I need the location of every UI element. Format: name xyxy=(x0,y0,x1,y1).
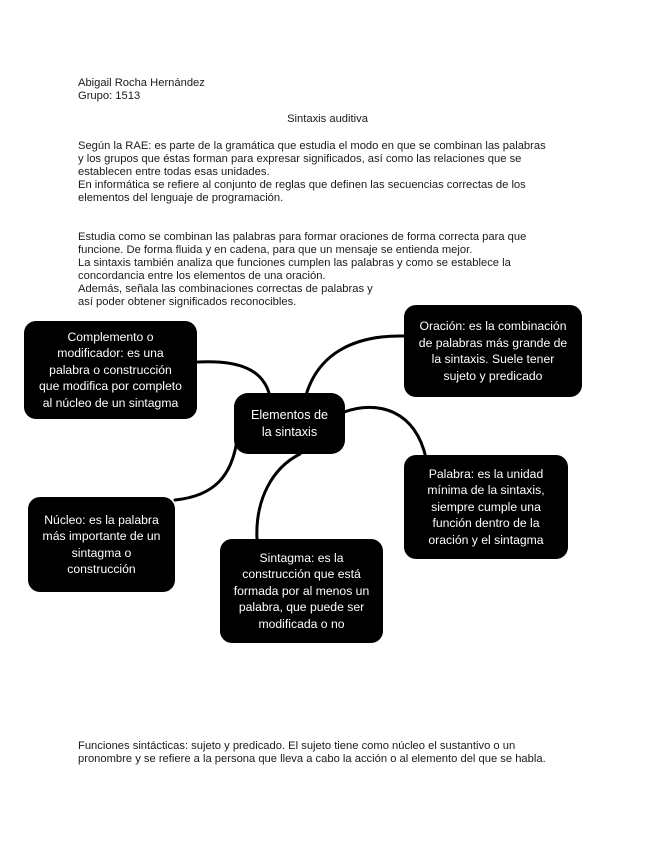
node-line: la sintaxis xyxy=(261,424,318,439)
node-line: Oración: es la combinación xyxy=(419,319,567,333)
paragraph-line: Además, señala las combinaciones correctas de palabras y xyxy=(78,283,373,295)
node-line: función dentro de la xyxy=(432,516,540,531)
paragraph-line: y los grupos que éstas forman para expresar significados, así como las relaciones que se xyxy=(78,153,522,165)
node-line: modificador: es una xyxy=(57,346,164,361)
node-line: palabra, que puede ser xyxy=(238,600,365,615)
connector-nucleo xyxy=(175,440,237,500)
connector-sintagma xyxy=(257,454,300,540)
node-line: que modifica por completo xyxy=(39,379,182,394)
paragraph-line: pronombre y se refiere a la persona que lleva a cabo la acción o al elemento del que se habla. xyxy=(78,753,546,765)
node-line: siempre cumple una xyxy=(431,499,541,514)
node-line: sintagma o xyxy=(71,545,132,560)
node-line: Palabra: es la unidad xyxy=(428,466,544,481)
paragraph-line: establecen entre todas esas unidades. xyxy=(78,166,270,178)
connector-palabra xyxy=(344,407,426,458)
node-sintagma xyxy=(220,539,383,643)
paragraph-line: concordancia entre los elementos de una oración. xyxy=(78,270,326,282)
node-line: Sintagma: es la xyxy=(259,550,344,565)
node-line: de palabras más grande de xyxy=(418,335,568,350)
paragraph-line: En informática se refiere al conjunto de reglas que definen las secuencias correctas de los xyxy=(78,179,526,191)
node-line: más importante de un xyxy=(42,529,161,543)
connector-oracion xyxy=(306,336,404,395)
paragraph-line: La sintaxis también analiza que funciones cumplen las palabras y como se establece la xyxy=(78,257,511,269)
paragraph-line: funcione. De forma fluida y en cadena, para que un mensaje se entienda mejor. xyxy=(78,244,473,256)
node-line: mínima de la sintaxis, xyxy=(427,483,545,498)
group-label: Grupo: 1513 xyxy=(78,90,141,102)
node-palabra xyxy=(404,455,568,559)
page-title: Sintaxis auditiva xyxy=(287,113,368,125)
node-oracion xyxy=(404,305,582,397)
node-line: palabra o construcción xyxy=(49,362,172,377)
author-name: Abigail Rocha Hernández xyxy=(78,77,205,89)
node-complemento xyxy=(24,321,197,419)
node-nucleo xyxy=(28,497,175,592)
node-line: formada por al menos un xyxy=(233,583,370,598)
paragraph-line: Según la RAE: es parte de la gramática que estudia el modo en que se combinan las palabras xyxy=(78,140,546,152)
node-line: al núcleo de un sintagma xyxy=(42,395,179,410)
paragraph-line: Funciones sintácticas: sujeto y predicado. El sujeto tiene como núcleo el sustantivo o un xyxy=(78,740,516,752)
paragraph-line: así poder obtener significados reconocibles. xyxy=(78,296,297,308)
node-line: modificada o no xyxy=(258,616,345,631)
node-line: Complemento o xyxy=(67,329,154,344)
node-line: construcción xyxy=(67,562,136,576)
node-line: construcción que está xyxy=(242,567,361,582)
node-line: sujeto y predicado xyxy=(443,368,543,383)
node-line: oración y el sintagma xyxy=(428,532,544,547)
node-line: la sintaxis. Suele tener xyxy=(431,352,555,366)
node-line: Elementos de xyxy=(250,408,328,422)
node-line: Núcleo: es la palabra xyxy=(44,512,159,527)
paragraph-line: Estudia como se combinan las palabras para formar oraciones de forma correcta para que xyxy=(78,231,527,243)
connector-complemento xyxy=(198,362,269,393)
paragraph-line: elementos del lenguaje de programación. xyxy=(78,192,284,204)
node-center xyxy=(234,393,345,454)
